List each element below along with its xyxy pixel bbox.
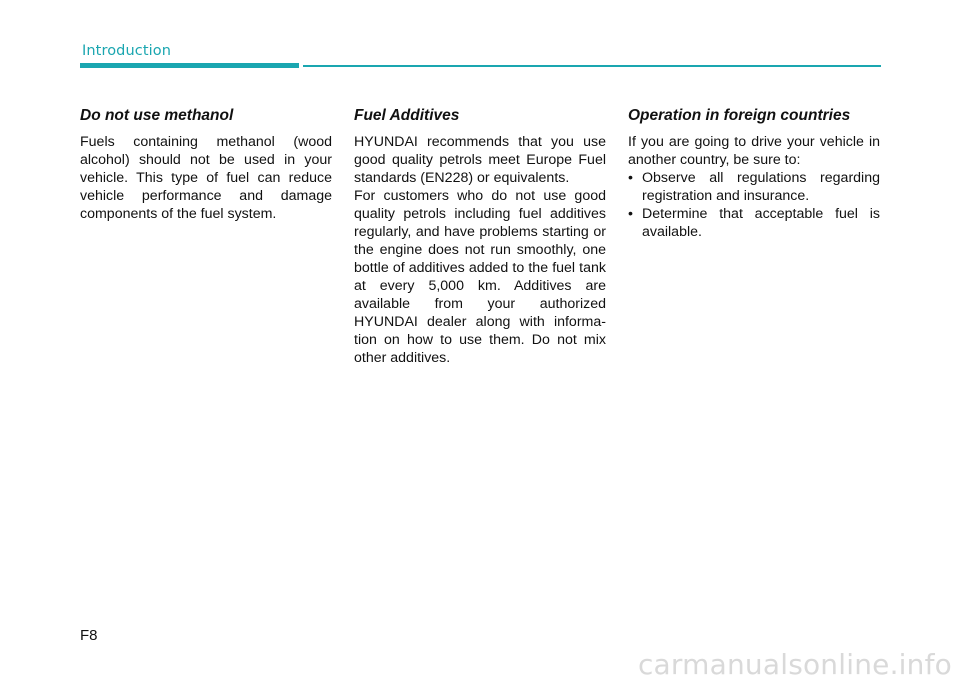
header-rule-thick <box>80 63 299 68</box>
heading-fuel-additives: Fuel Additives <box>354 107 460 124</box>
bullet-icon: • <box>628 170 633 186</box>
page-number: F8 <box>80 627 98 644</box>
paragraph-methanol: Fuels containing methanol (wood alcohol) should not be used in your vehicle. This type of fuel can reduce vehicle performance and damage components of the fuel system. <box>80 134 332 222</box>
paragraph-additives-1: HYUNDAI recommends that you use good quality petrols meet Europe Fuel standards (EN228) or equivalents. <box>354 134 606 186</box>
section-header: Introduction <box>82 43 172 59</box>
list-item-text: Determine that acceptable fuel is available. <box>642 206 880 240</box>
paragraph-foreign-intro: If you are going to drive your vehicle in another country, be sure to: <box>628 134 880 168</box>
list-item <box>628 169 880 205</box>
watermark: carmanualsonline.info <box>637 648 952 681</box>
bullet-list <box>628 169 880 241</box>
heading-methanol: Do not use methanol <box>80 107 234 124</box>
bullet-icon: • <box>628 206 633 222</box>
column-methanol <box>80 106 332 223</box>
list-item-text: Observe all regulations regarding registration and insurance. <box>642 170 880 204</box>
heading-foreign-countries: Operation in foreign countries <box>628 107 851 124</box>
header-rule-thin <box>303 65 881 67</box>
paragraph-additives-2: For customers who do not use good quality petrols including fuel additives regularly, and have problems starting or the engine does not run smoothly, one bottle of additives added to the fuel tank at every 5,000 km. Additives are available from your authorized HYUNDAI dealer along with informa-tion on how to use them. Do not mix other additives. <box>354 188 606 366</box>
list-item <box>628 205 880 241</box>
column-fuel-additives <box>354 106 606 367</box>
column-foreign-countries <box>628 106 880 241</box>
